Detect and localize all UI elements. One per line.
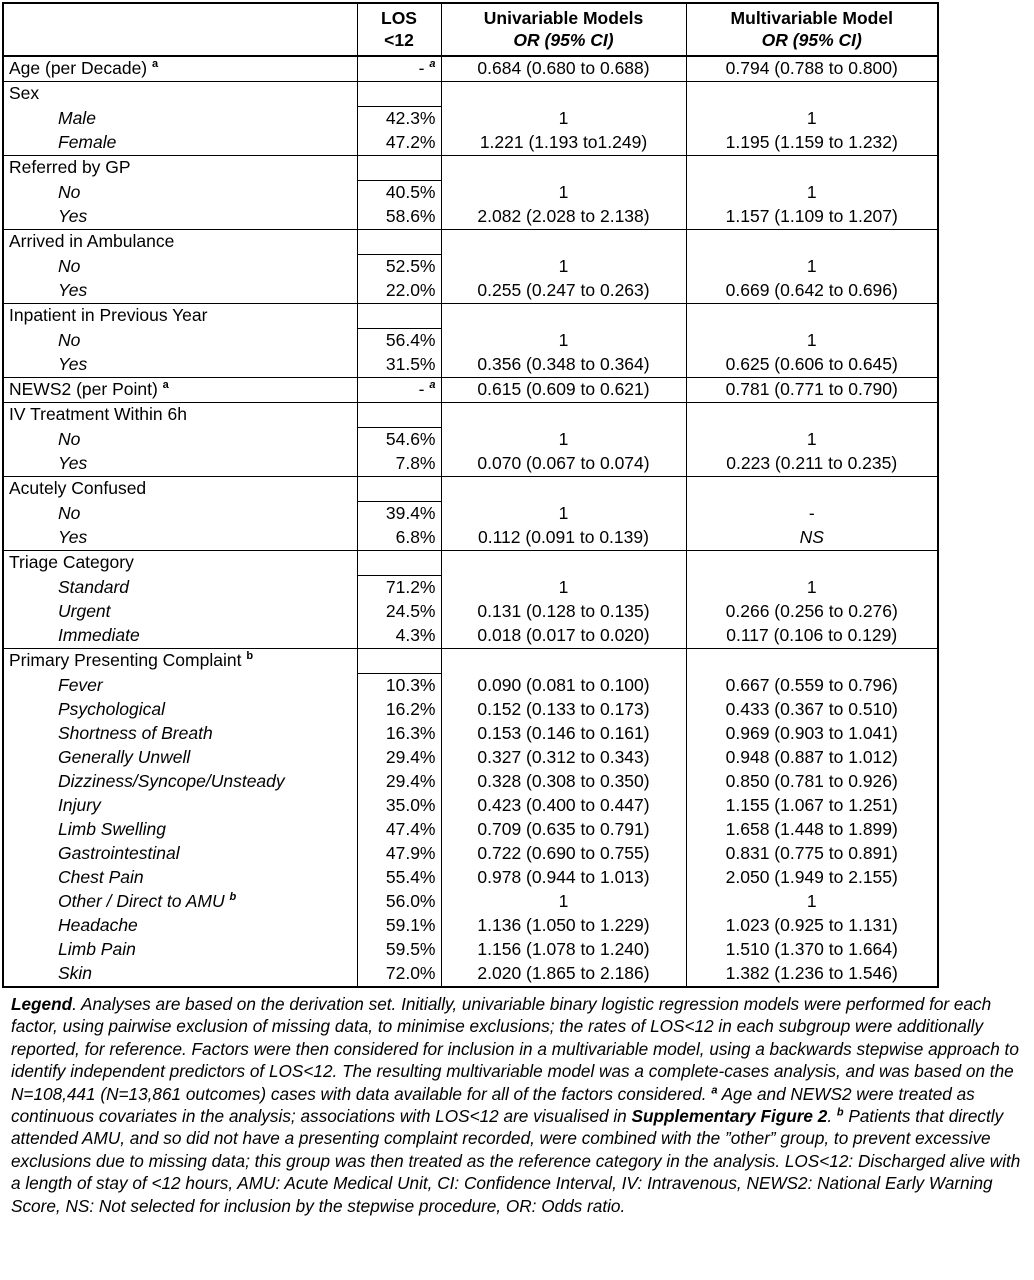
table-header-row <box>3 3 938 56</box>
table-row <box>3 502 938 527</box>
subgroup-label: No <box>3 181 357 206</box>
table-row <box>3 842 938 866</box>
group-label: Arrived in Ambulance <box>3 230 357 255</box>
table-row <box>3 576 938 601</box>
footnote-mark: b <box>246 650 254 663</box>
los-cell: 56.0% <box>357 890 441 914</box>
los-cell: 29.4% <box>357 746 441 770</box>
table-row <box>3 624 938 649</box>
multivariable-or-cell: 0.969 (0.903 to 1.041) <box>686 722 938 746</box>
los-cell <box>357 403 441 428</box>
multivariable-or-cell: 0.223 (0.211 to 0.235) <box>686 452 938 477</box>
multivariable-or-cell: 0.831 (0.775 to 0.891) <box>686 842 938 866</box>
multivariable-or-cell: 0.794 (0.788 to 0.800) <box>686 56 938 82</box>
legend-text-4: Patients that directly attended AMU, and so did not have a presenting complaint recorded, were combined with the ”other” group, to prevent excessive exclusions due to missing data; this group was then treated as the reference category in the analysis. LOS<12: Discharged alive with a length of stay of <12 hours, AMU: Acute Medical Unit, CI: Confidence Interval, IV: Intravenous, NEWS2: National Early Warning Score, NS: Not selected for inclusion by the stepwise procedure, OR: Odds ratio. <box>11 1106 1021 1216</box>
footnote-mark: a <box>162 379 169 392</box>
table-row <box>3 329 938 354</box>
los-cell <box>357 551 441 576</box>
multivariable-or-cell: NS <box>686 526 938 551</box>
univariable-or-cell: 0.327 (0.312 to 0.343) <box>441 746 686 770</box>
table-row <box>3 428 938 453</box>
univariable-or-cell: 0.090 (0.081 to 0.100) <box>441 674 686 699</box>
los-cell: 59.5% <box>357 938 441 962</box>
univariable-or-cell: 2.020 (1.865 to 2.186) <box>441 962 686 987</box>
legend-text-1: . Analyses are based on the derivation set. Initially, univariable binary logistic regression models were performed for each factor, using pairwise exclusion of missing data, to minimise exclusions; the rates of LOS<12 in each subgroup were additionally reported, for reference. Factors were then considered for inclusion in a multivariable model, using a backwards stepwise approach to identify independent predictors of LOS<12. The resulting multivariable model was a complete-cases analysis, and was based on the N=108,441 (N=13,861 outcomes) cases with data available for all of the factors considered. <box>11 994 1019 1104</box>
los-cell: 16.3% <box>357 722 441 746</box>
univariable-or-cell: 1.221 (1.193 to1.249) <box>441 131 686 156</box>
univariable-or-cell <box>441 82 686 107</box>
table-row <box>3 452 938 477</box>
multivariable-or-cell: 0.669 (0.642 to 0.696) <box>686 279 938 304</box>
subgroup-label: Limb Swelling <box>3 818 357 842</box>
legend-footnote-a-mark: a <box>711 1083 718 1096</box>
multivariable-or-cell: 0.667 (0.559 to 0.796) <box>686 674 938 699</box>
legend-text-2: Age and NEWS2 were treated as continuous covariates in the analysis; associations with LOS<12 are visualised in <box>11 1083 975 1127</box>
univariable-or-cell: 0.423 (0.400 to 0.447) <box>441 794 686 818</box>
los-cell <box>357 230 441 255</box>
table-group-row <box>3 156 938 181</box>
multivariable-or-cell: 1.155 (1.067 to 1.251) <box>686 794 938 818</box>
univariable-or-cell: 0.684 (0.680 to 0.688) <box>441 56 686 82</box>
subgroup-label: Yes <box>3 353 357 378</box>
los-cell: 29.4% <box>357 770 441 794</box>
multivariable-or-cell <box>686 403 938 428</box>
univariable-or-cell: 0.131 (0.128 to 0.135) <box>441 600 686 624</box>
los-cell: 56.4% <box>357 329 441 354</box>
univariable-or-cell: 0.255 (0.247 to 0.263) <box>441 279 686 304</box>
los-cell: 39.4% <box>357 502 441 527</box>
table-row <box>3 205 938 230</box>
univariable-or-cell: 1 <box>441 576 686 601</box>
univariable-or-cell: 1 <box>441 181 686 206</box>
footnote-mark: a <box>429 379 436 392</box>
table-group-row <box>3 230 938 255</box>
los-cell: 35.0% <box>357 794 441 818</box>
univariable-or-cell: 1.156 (1.078 to 1.240) <box>441 938 686 962</box>
subgroup-label: Limb Pain <box>3 938 357 962</box>
results-table <box>2 2 939 988</box>
subgroup-label: Other / Direct to AMU $^b$ <box>3 890 357 914</box>
multivariable-or-cell: 1.658 (1.448 to 1.899) <box>686 818 938 842</box>
multivariable-or-cell: 1 <box>686 428 938 453</box>
multivariable-or-cell: 1.510 (1.370 to 1.664) <box>686 938 938 962</box>
los-cell: 7.8% <box>357 452 441 477</box>
table-row <box>3 255 938 280</box>
subgroup-label: No <box>3 428 357 453</box>
univariable-or-cell: 0.153 (0.146 to 0.161) <box>441 722 686 746</box>
subgroup-label: Headache <box>3 914 357 938</box>
multivariable-or-cell: 1.382 (1.236 to 1.546) <box>686 962 938 987</box>
los-cell <box>357 82 441 107</box>
los-cell: 52.5% <box>357 255 441 280</box>
footnote-mark: a <box>152 58 159 71</box>
table-row <box>3 378 938 403</box>
multivariable-or-cell: 0.117 (0.106 to 0.129) <box>686 624 938 649</box>
los-cell: 47.2% <box>357 131 441 156</box>
los-cell: 55.4% <box>357 866 441 890</box>
multivariable-or-cell: 0.850 (0.781 to 0.926) <box>686 770 938 794</box>
univariable-or-cell: 1 <box>441 329 686 354</box>
footnote-mark: a <box>429 58 436 71</box>
table-row <box>3 131 938 156</box>
univariable-or-cell: 0.018 (0.017 to 0.020) <box>441 624 686 649</box>
univariable-or-cell: 1.136 (1.050 to 1.229) <box>441 914 686 938</box>
subgroup-label: Yes <box>3 452 357 477</box>
subgroup-label: Yes <box>3 279 357 304</box>
univariable-or-cell: 1 <box>441 428 686 453</box>
multivariable-or-cell: 0.781 (0.771 to 0.790) <box>686 378 938 403</box>
los-cell <box>357 477 441 502</box>
supplementary-figure-reference: Supplementary Figure 2 <box>631 1106 828 1127</box>
legend-text-3: . <box>827 1106 837 1127</box>
table-group-row <box>3 551 938 576</box>
univariable-or-cell: 0.709 (0.635 to 0.791) <box>441 818 686 842</box>
multivariable-or-cell: 0.948 (0.887 to 1.012) <box>686 746 938 770</box>
multivariable-or-cell <box>686 304 938 329</box>
los-cell <box>357 156 441 181</box>
table-row <box>3 107 938 132</box>
multivariable-or-cell: 1 <box>686 329 938 354</box>
table-row <box>3 866 938 890</box>
univariable-or-cell <box>441 649 686 674</box>
table-row <box>3 890 938 914</box>
table-group-row <box>3 403 938 428</box>
subgroup-label: No <box>3 502 357 527</box>
legend-label: Legend <box>11 994 73 1014</box>
group-label: Triage Category <box>3 551 357 576</box>
footnote-mark: b <box>229 891 237 904</box>
multivariable-or-cell: 1 <box>686 107 938 132</box>
subgroup-label: Female <box>3 131 357 156</box>
factor-label: Age (per Decade) $^a$ <box>3 56 357 82</box>
univariable-or-cell <box>441 477 686 502</box>
header-univariable: Univariable Models OR (95% CI) <box>441 3 686 56</box>
subgroup-label: Dizziness/Syncope/Unsteady <box>3 770 357 794</box>
table-row <box>3 279 938 304</box>
multivariable-or-cell <box>686 156 938 181</box>
multivariable-or-cell: 1 <box>686 255 938 280</box>
subgroup-label: Standard <box>3 576 357 601</box>
univariable-or-cell <box>441 230 686 255</box>
table-row <box>3 698 938 722</box>
los-cell: 47.4% <box>357 818 441 842</box>
los-cell: 59.1% <box>357 914 441 938</box>
legend <box>11 993 1031 1217</box>
univariable-or-cell: 0.070 (0.067 to 0.074) <box>441 452 686 477</box>
subgroup-label: Yes <box>3 205 357 230</box>
group-label: Acutely Confused <box>3 477 357 502</box>
header-multivariable: Multivariable Model OR (95% CI) <box>686 3 938 56</box>
los-cell: 47.9% <box>357 842 441 866</box>
univariable-or-cell: 0.328 (0.308 to 0.350) <box>441 770 686 794</box>
table-row <box>3 56 938 82</box>
table-group-row <box>3 82 938 107</box>
los-cell: 6.8% <box>357 526 441 551</box>
univariable-or-cell <box>441 551 686 576</box>
multivariable-or-cell: 0.625 (0.606 to 0.645) <box>686 353 938 378</box>
univariable-or-cell <box>441 304 686 329</box>
subgroup-label: Gastrointestinal <box>3 842 357 866</box>
table-row <box>3 353 938 378</box>
univariable-or-cell: 0.615 (0.609 to 0.621) <box>441 378 686 403</box>
los-cell: 40.5% <box>357 181 441 206</box>
multivariable-or-cell <box>686 477 938 502</box>
table-row <box>3 962 938 987</box>
los-cell: - $^a$ <box>357 378 441 403</box>
subgroup-label: Male <box>3 107 357 132</box>
multivariable-or-cell <box>686 230 938 255</box>
subgroup-label: Chest Pain <box>3 866 357 890</box>
group-label: Inpatient in Previous Year <box>3 304 357 329</box>
subgroup-label: Yes <box>3 526 357 551</box>
univariable-or-cell: 0.112 (0.091 to 0.139) <box>441 526 686 551</box>
multivariable-or-cell <box>686 649 938 674</box>
table-row <box>3 794 938 818</box>
table-row <box>3 526 938 551</box>
los-cell: 72.0% <box>357 962 441 987</box>
multivariable-or-cell: 2.050 (1.949 to 2.155) <box>686 866 938 890</box>
group-label: IV Treatment Within 6h <box>3 403 357 428</box>
group-label: Sex <box>3 82 357 107</box>
los-cell: 31.5% <box>357 353 441 378</box>
subgroup-label: Skin <box>3 962 357 987</box>
multivariable-or-cell: 1.157 (1.109 to 1.207) <box>686 205 938 230</box>
univariable-or-cell: 1 <box>441 502 686 527</box>
table-row <box>3 746 938 770</box>
los-cell: 10.3% <box>357 674 441 699</box>
subgroup-label: Generally Unwell <box>3 746 357 770</box>
los-cell: 16.2% <box>357 698 441 722</box>
los-cell <box>357 649 441 674</box>
univariable-or-cell <box>441 156 686 181</box>
multivariable-or-cell <box>686 82 938 107</box>
table-group-row <box>3 477 938 502</box>
los-cell: 22.0% <box>357 279 441 304</box>
table-body <box>3 56 938 987</box>
univariable-or-cell: 0.978 (0.944 to 1.013) <box>441 866 686 890</box>
table-row <box>3 674 938 699</box>
subgroup-label: Urgent <box>3 600 357 624</box>
group-label: Referred by GP <box>3 156 357 181</box>
header-los: LOS <12 <box>357 3 441 56</box>
univariable-or-cell: 1 <box>441 107 686 132</box>
multivariable-or-cell: 1 <box>686 576 938 601</box>
los-cell: 58.6% <box>357 205 441 230</box>
subgroup-label: Immediate <box>3 624 357 649</box>
univariable-or-cell: 1 <box>441 890 686 914</box>
multivariable-or-cell <box>686 551 938 576</box>
subgroup-label: Injury <box>3 794 357 818</box>
table-row <box>3 181 938 206</box>
los-cell <box>357 304 441 329</box>
multivariable-or-cell: 0.433 (0.367 to 0.510) <box>686 698 938 722</box>
subgroup-label: No <box>3 329 357 354</box>
table-row <box>3 600 938 624</box>
subgroup-label: Shortness of Breath <box>3 722 357 746</box>
univariable-or-cell: 2.082 (2.028 to 2.138) <box>441 205 686 230</box>
table-group-row <box>3 304 938 329</box>
table-row <box>3 938 938 962</box>
multivariable-or-cell: - <box>686 502 938 527</box>
multivariable-or-cell: 1 <box>686 181 938 206</box>
table-group-row <box>3 649 938 674</box>
los-cell: 4.3% <box>357 624 441 649</box>
table-row <box>3 722 938 746</box>
los-cell: 54.6% <box>357 428 441 453</box>
multivariable-or-cell: 1.023 (0.925 to 1.131) <box>686 914 938 938</box>
los-cell: 24.5% <box>357 600 441 624</box>
table-row <box>3 770 938 794</box>
group-label: Primary Presenting Complaint $^b$ <box>3 649 357 674</box>
multivariable-or-cell: 1 <box>686 890 938 914</box>
multivariable-or-cell: 0.266 (0.256 to 0.276) <box>686 600 938 624</box>
table-row <box>3 818 938 842</box>
los-cell: 71.2% <box>357 576 441 601</box>
los-cell: - $^a$ <box>357 56 441 82</box>
multivariable-or-cell: 1.195 (1.159 to 1.232) <box>686 131 938 156</box>
subgroup-label: No <box>3 255 357 280</box>
table-row <box>3 914 938 938</box>
header-factor <box>3 3 357 56</box>
univariable-or-cell <box>441 403 686 428</box>
univariable-or-cell: 0.152 (0.133 to 0.173) <box>441 698 686 722</box>
subgroup-label: Fever <box>3 674 357 699</box>
subgroup-label: Psychological <box>3 698 357 722</box>
legend-footnote-b-mark: b <box>836 1106 844 1119</box>
los-cell: 42.3% <box>357 107 441 132</box>
univariable-or-cell: 1 <box>441 255 686 280</box>
univariable-or-cell: 0.356 (0.348 to 0.364) <box>441 353 686 378</box>
univariable-or-cell: 0.722 (0.690 to 0.755) <box>441 842 686 866</box>
factor-label: NEWS2 (per Point) $^a$ <box>3 378 357 403</box>
